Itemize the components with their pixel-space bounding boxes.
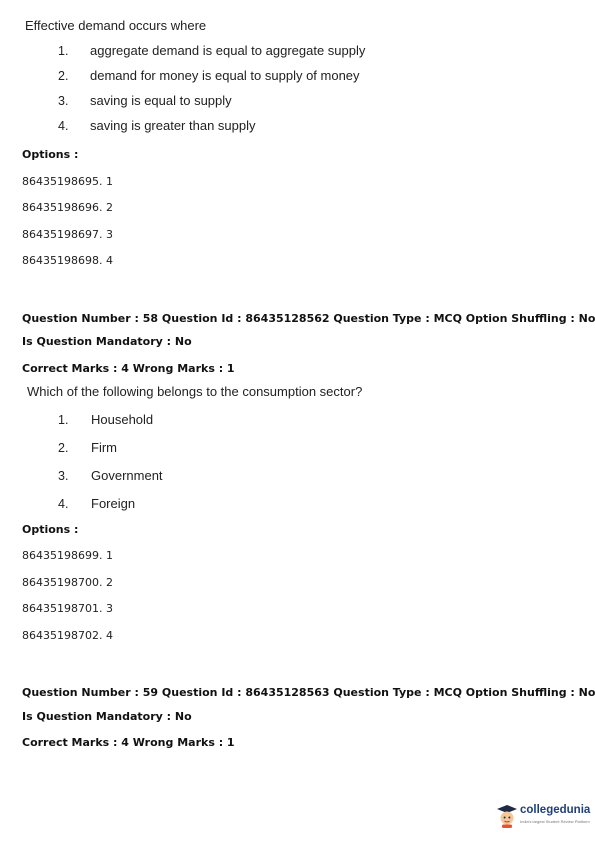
q58-choice-3-text: Government — [91, 468, 163, 483]
q58-mandatory: Is Question Mandatory : No — [22, 335, 192, 348]
q57-choice-1-text: aggregate demand is equal to aggregate supply — [90, 43, 366, 58]
q57-option-id-1: 86435198695. 1 — [22, 175, 113, 188]
q58-question-text: Which of the following belongs to the consumption sector? — [27, 384, 363, 399]
q57-choice-3-text: saving is equal to supply — [90, 93, 232, 108]
q58-choice-1-text: Household — [91, 412, 154, 427]
q59-header: Question Number : 59 Question Id : 86435128563 Question Type : MCQ Option Shuffling : No — [22, 686, 595, 699]
collegedunia-logo — [494, 800, 594, 832]
q58-option-id-3: 86435198701. 3 — [22, 602, 113, 615]
q57-choice-4-number: 4. — [58, 119, 69, 133]
q58-option-id-2: 86435198700. 2 — [22, 576, 113, 589]
q58-option-id-1: 86435198699. 1 — [22, 549, 113, 562]
q57-choice-3-number: 3. — [58, 94, 69, 108]
q57-choice-2-text: demand for money is equal to supply of money — [90, 68, 360, 83]
q57-options-label: Options : — [22, 148, 79, 161]
q59-marks: Correct Marks : 4 Wrong Marks : 1 — [22, 736, 235, 749]
logo-wordmark: collegedunia — [520, 804, 591, 816]
q57-option-id-3: 86435198697. 3 — [22, 228, 113, 241]
q57-option-id-2: 86435198696. 2 — [22, 201, 113, 214]
q57-choice-2-number: 2. — [58, 69, 69, 83]
q58-choice-2-number: 2. — [58, 441, 69, 455]
q57-choice-4-text: saving is greater than supply — [90, 118, 256, 133]
q59-mandatory: Is Question Mandatory : No — [22, 710, 192, 723]
logo-tagline: India's largest Student Review Platform — [520, 819, 590, 824]
q58-choice-4-text: Foreign — [91, 496, 136, 511]
q58-choice-3-number: 3. — [58, 469, 69, 483]
q57-option-id-4: 86435198698. 4 — [22, 254, 113, 267]
q58-choice-2-text: Firm — [91, 440, 117, 455]
q58-choice-1-number: 1. — [58, 413, 69, 427]
q58-choice-4-number: 4. — [58, 497, 69, 511]
q57-question-text: Effective demand occurs where — [25, 18, 207, 33]
q57-choice-1-number: 1. — [58, 44, 69, 58]
q58-header: Question Number : 58 Question Id : 86435128562 Question Type : MCQ Option Shuffling : No — [22, 312, 595, 325]
q58-marks: Correct Marks : 4 Wrong Marks : 1 — [22, 362, 235, 375]
graduate-mascot-icon — [496, 804, 518, 828]
q58-options-label: Options : — [22, 523, 79, 536]
q58-option-id-4: 86435198702. 4 — [22, 629, 113, 642]
